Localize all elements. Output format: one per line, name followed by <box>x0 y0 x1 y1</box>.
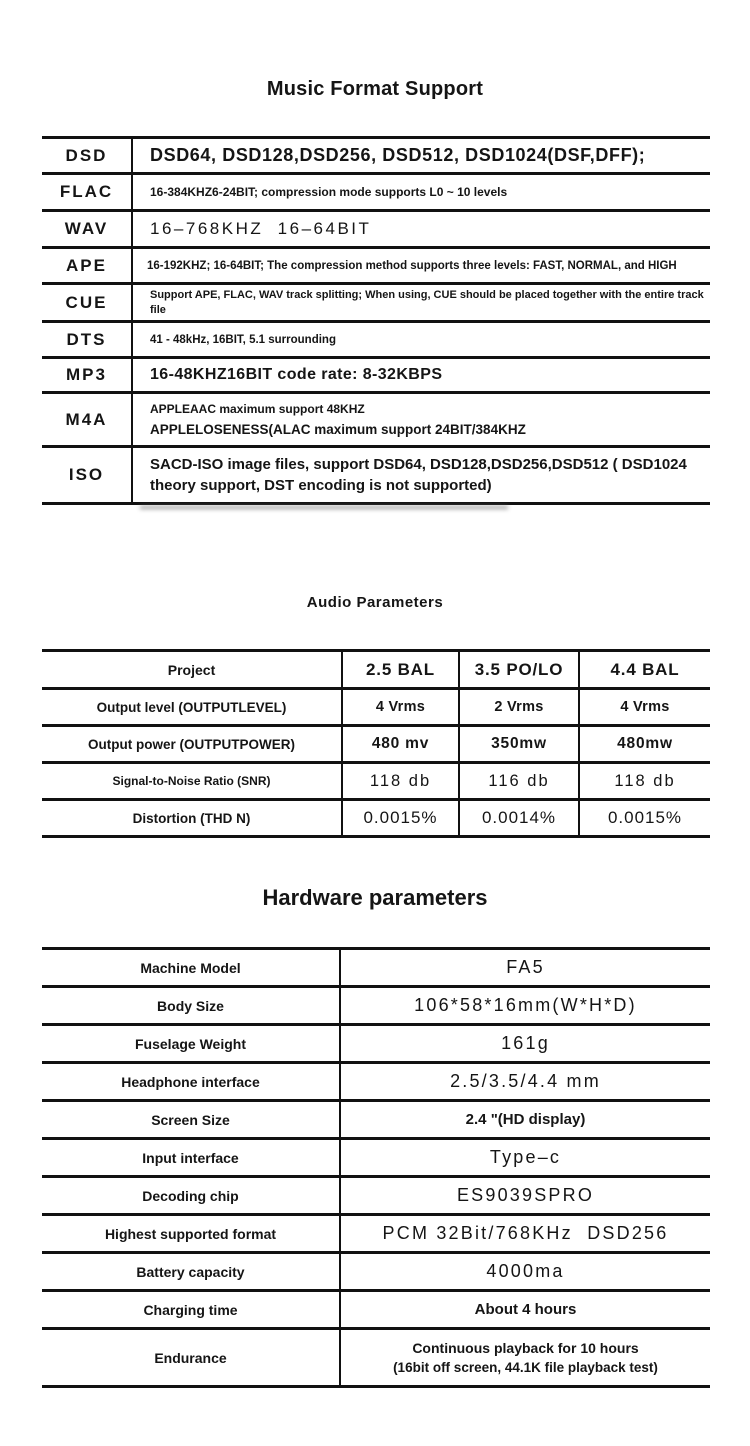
table-row <box>42 1137 710 1175</box>
cell-value: ES9039SPRO <box>456 1185 595 1205</box>
table-row <box>42 172 710 209</box>
row-label: Output power (OUTPUTPOWER) <box>88 736 295 752</box>
table-row <box>42 947 710 985</box>
table-row <box>42 209 710 246</box>
table-row <box>42 1175 710 1213</box>
format-value-text: 41 - 48kHz, 16BIT, 5.1 surrounding <box>150 333 336 346</box>
format-value <box>133 323 710 356</box>
cell-value: 0.0014% <box>458 801 578 835</box>
table-row <box>42 1251 710 1289</box>
table-row <box>42 687 710 724</box>
format-label: FLAC <box>42 175 133 209</box>
cell-value: 4 Vrms <box>578 690 710 724</box>
format-value-text: 16–768KHZ 16–64BIT <box>150 219 372 238</box>
format-value <box>133 359 710 391</box>
cell-value: 0.0015% <box>341 801 458 835</box>
row-label: Decoding chip <box>42 1178 341 1213</box>
row-label: Body Size <box>42 988 341 1023</box>
format-value <box>133 249 710 282</box>
cell-value: PCM 32Bit/768KHz DSD256 <box>382 1223 669 1243</box>
table-drop-shadow <box>140 506 508 509</box>
audio-parameters-table <box>42 649 710 838</box>
hardware-parameters-title: Hardware parameters <box>262 885 488 910</box>
cell-value-line1: Continuous playback for 10 hours <box>412 1340 639 1356</box>
cell-value: About 4 hours <box>474 1301 577 1318</box>
cell-value: Type–c <box>489 1147 562 1167</box>
format-label: DSD <box>42 139 133 172</box>
format-value-text: 16-192KHZ; 16-64BIT; The compression method supports three levels: FAST, NORMAL, and HIGH <box>147 259 677 272</box>
column-header: 2.5 BAL <box>341 652 458 687</box>
row-label: Endurance <box>42 1330 341 1385</box>
music-format-table <box>42 136 710 505</box>
format-label: WAV <box>42 212 133 246</box>
table-row <box>42 391 710 445</box>
format-label: APE <box>42 249 133 282</box>
format-value <box>133 448 710 502</box>
row-label: Signal-to-Noise Ratio (SNR) <box>112 774 271 788</box>
format-value <box>133 285 710 320</box>
row-label: Charging time <box>42 1292 341 1327</box>
table-row <box>42 356 710 391</box>
format-value-text: Support APE, FLAC, WAV track splitting; When using, CUE should be placed together with the entire track file <box>150 289 707 316</box>
row-label: Battery capacity <box>42 1254 341 1289</box>
row-label: Fuselage Weight <box>42 1026 341 1061</box>
cell-value: 118 db <box>341 764 458 798</box>
table-header-row <box>42 649 710 687</box>
row-label: Distortion (THD N) <box>132 810 251 826</box>
table-row <box>42 1327 710 1385</box>
cell-value <box>341 1330 710 1385</box>
format-value <box>133 212 710 246</box>
table-row <box>42 136 710 172</box>
cell-value: 106*58*16mm(W*H*D) <box>414 995 637 1015</box>
format-label: MP3 <box>42 359 133 391</box>
cell-value: 480mw <box>578 727 710 761</box>
table-row <box>42 724 710 761</box>
format-value <box>133 175 710 209</box>
format-value <box>133 394 710 445</box>
cell-value: 4 Vrms <box>341 690 458 724</box>
format-label: DTS <box>42 323 133 356</box>
table-row <box>42 1289 710 1327</box>
format-value-text: 16-384KHZ6-24BIT; compression mode supports L0 ~ 10 levels <box>150 185 508 199</box>
table-row <box>42 282 710 320</box>
column-header: 3.5 PO/LO <box>458 652 578 687</box>
row-label: Output level (OUTPUTLEVEL) <box>96 699 287 715</box>
cell-value: 2.5/3.5/4.4 mm <box>450 1071 601 1091</box>
format-value-text: DSD64, DSD128,DSD256, DSD512, DSD1024(DSF,DFF); <box>150 145 646 165</box>
cell-value-line2: (16bit off screen, 44.1K file playback test) <box>393 1360 658 1375</box>
row-label: Screen Size <box>42 1102 341 1137</box>
hardware-parameters-table <box>42 947 710 1388</box>
column-header: 4.4 BAL <box>578 652 710 687</box>
cell-value: 480 mv <box>341 727 458 761</box>
format-value-line2: APPLELOSENESS(ALAC maximum support 24BIT/384KHZ <box>150 422 526 437</box>
format-label: ISO <box>42 448 133 502</box>
cell-value: 350mw <box>458 727 578 761</box>
row-label: Headphone interface <box>42 1064 341 1099</box>
table-row <box>42 798 710 835</box>
cell-value: 4000ma <box>486 1261 565 1281</box>
table-row <box>42 1061 710 1099</box>
table-row <box>42 985 710 1023</box>
format-value <box>133 139 710 172</box>
table-row <box>42 445 710 502</box>
cell-value: FA5 <box>506 957 545 977</box>
table-row <box>42 761 710 798</box>
row-label: Input interface <box>42 1140 341 1175</box>
row-label: Machine Model <box>42 950 341 985</box>
audio-parameters-title: Audio Parameters <box>306 594 444 611</box>
format-label: CUE <box>42 285 133 320</box>
music-format-title: Music Format Support <box>266 78 484 100</box>
cell-value: 116 db <box>458 764 578 798</box>
format-value-text: 16-48KHZ16BIT code rate: 8-32KBPS <box>150 366 443 383</box>
table-row <box>42 320 710 356</box>
format-value-text: SACD-ISO image files, support DSD64, DSD128,DSD256,DSD512 ( DSD1024 theory support, DST encoding is not supported) <box>150 456 692 494</box>
cell-value: 2.4 "(HD display) <box>465 1111 586 1128</box>
cell-value: 161g <box>501 1033 550 1053</box>
format-value-line1: APPLEAAC maximum support 48KHZ <box>150 402 365 416</box>
cell-value: 0.0015% <box>578 801 710 835</box>
cell-value: 2 Vrms <box>458 690 578 724</box>
table-row <box>42 1213 710 1251</box>
row-label: Highest supported format <box>42 1216 341 1251</box>
table-row <box>42 246 710 282</box>
column-header: Project <box>167 661 216 678</box>
table-row <box>42 1099 710 1137</box>
cell-value: 118 db <box>578 764 710 798</box>
format-label: M4A <box>42 394 133 445</box>
table-row <box>42 1023 710 1061</box>
